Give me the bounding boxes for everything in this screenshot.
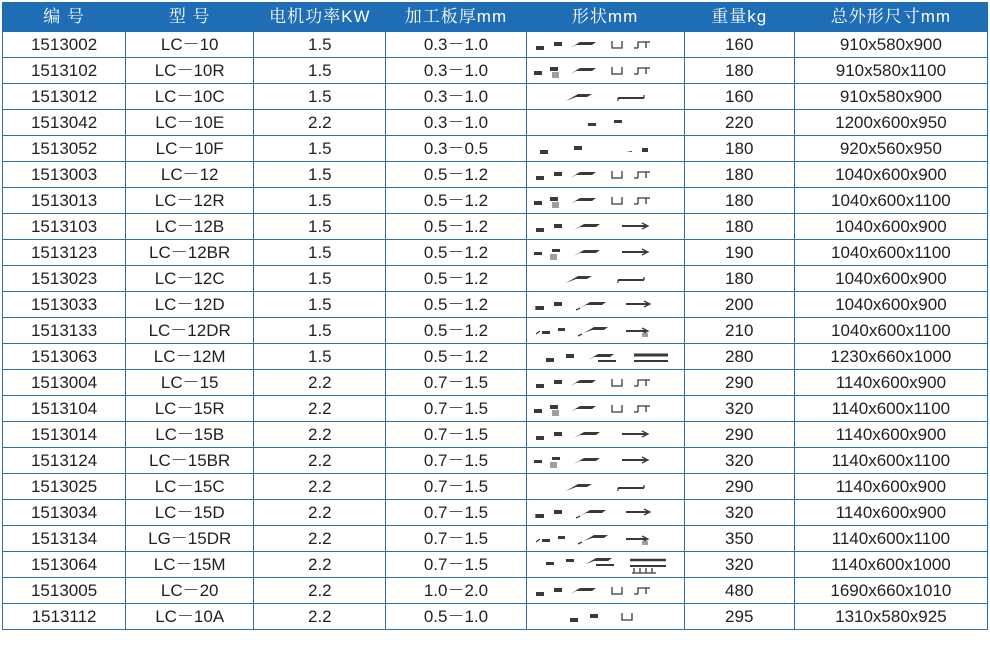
cell-model: LC－15C (126, 474, 254, 500)
cell-power: 2.2 (254, 578, 386, 604)
cell-model: LC－12DR (126, 318, 254, 344)
cell-shape-shape-c (526, 474, 684, 500)
table-row (3, 578, 988, 604)
cell-weight: 190 (684, 240, 794, 266)
cell-code: 1513025 (3, 474, 126, 500)
cell-model: LC－12B (126, 214, 254, 240)
cell-power: 1.5 (254, 266, 386, 292)
table-row (3, 84, 988, 110)
cell-weight: 210 (684, 318, 794, 344)
cell-thickness: 0.5－1.2 (386, 240, 526, 266)
cell-power: 2.2 (254, 448, 386, 474)
cell-thickness: 0.5－1.2 (386, 266, 526, 292)
cell-weight: 290 (684, 474, 794, 500)
cell-code: 1513034 (3, 500, 126, 526)
cell-code: 1513133 (3, 318, 126, 344)
cell-thickness: 0.3－1.0 (386, 110, 526, 136)
cell-thickness: 0.3－1.0 (386, 58, 526, 84)
cell-code: 1513102 (3, 58, 126, 84)
cell-shape-shape-i (526, 526, 684, 552)
cell-dimensions: 1200x600x950 (794, 110, 987, 136)
table-row (3, 58, 988, 84)
cell-model: LG－15DR (126, 526, 254, 552)
cell-code: 1513104 (3, 396, 126, 422)
cell-power: 2.2 (254, 500, 386, 526)
cell-thickness: 0.7－1.5 (386, 474, 526, 500)
cell-dimensions: 1040x600x1100 (794, 240, 987, 266)
cell-dimensions: 1690x660x1010 (794, 578, 987, 604)
cell-power: 2.2 (254, 552, 386, 578)
cell-code: 1513123 (3, 240, 126, 266)
table-row (3, 214, 988, 240)
cell-thickness: 0.5－1.0 (386, 604, 526, 630)
cell-power: 1.5 (254, 32, 386, 58)
cell-power: 1.5 (254, 214, 386, 240)
cell-thickness: 0.7－1.5 (386, 396, 526, 422)
cell-code: 1513134 (3, 526, 126, 552)
cell-dimensions: 1140x600x900 (794, 500, 987, 526)
cell-code: 1513004 (3, 370, 126, 396)
cell-code: 1513012 (3, 84, 126, 110)
cell-shape-shape-k (526, 552, 684, 578)
cell-model: LC－12D (126, 292, 254, 318)
cell-code: 1513052 (3, 136, 126, 162)
cell-model: LC－10E (126, 110, 254, 136)
cell-weight: 320 (684, 396, 794, 422)
cell-code: 1513063 (3, 344, 126, 370)
cell-shape-shape-b (526, 396, 684, 422)
cell-power: 1.5 (254, 136, 386, 162)
cell-thickness: 0.5－1.2 (386, 214, 526, 240)
column-header-shape: 形状mm (526, 3, 684, 32)
cell-weight: 180 (684, 266, 794, 292)
cell-power: 2.2 (254, 370, 386, 396)
cell-shape-shape-c (526, 84, 684, 110)
cell-shape-shape-a (526, 32, 684, 58)
table-header-row (3, 3, 988, 32)
cell-model: LC－20 (126, 578, 254, 604)
cell-model: LC－10F (126, 136, 254, 162)
cell-dimensions: 1310x580x925 (794, 604, 987, 630)
cell-code: 1513013 (3, 188, 126, 214)
cell-weight: 180 (684, 162, 794, 188)
cell-power: 1.5 (254, 162, 386, 188)
cell-power: 2.2 (254, 474, 386, 500)
cell-code: 1513112 (3, 604, 126, 630)
cell-dimensions: 1040x600x900 (794, 162, 987, 188)
cell-thickness: 0.3－0.5 (386, 136, 526, 162)
cell-shape-shape-f (526, 214, 684, 240)
cell-model: LC－10R (126, 58, 254, 84)
column-header-model: 型 号 (126, 3, 254, 32)
cell-thickness: 0.7－1.5 (386, 552, 526, 578)
cell-shape-shape-a (526, 162, 684, 188)
cell-shape-shape-a (526, 370, 684, 396)
cell-thickness: 0.7－1.5 (386, 370, 526, 396)
cell-weight: 220 (684, 110, 794, 136)
cell-model: LC－12BR (126, 240, 254, 266)
cell-thickness: 0.5－1.2 (386, 292, 526, 318)
cell-weight: 320 (684, 448, 794, 474)
cell-code: 1513023 (3, 266, 126, 292)
table-row (3, 162, 988, 188)
cell-model: LC－10 (126, 32, 254, 58)
cell-model: LC－10C (126, 84, 254, 110)
cell-dimensions: 1040x600x900 (794, 292, 987, 318)
cell-code: 1513064 (3, 552, 126, 578)
cell-shape-shape-b (526, 58, 684, 84)
cell-dimensions: 1140x600x1100 (794, 396, 987, 422)
cell-weight: 480 (684, 578, 794, 604)
cell-thickness: 0.7－1.5 (386, 422, 526, 448)
cell-weight: 200 (684, 292, 794, 318)
cell-model: LC－15BR (126, 448, 254, 474)
cell-power: 1.5 (254, 344, 386, 370)
table-row (3, 370, 988, 396)
table-row (3, 552, 988, 578)
cell-weight: 290 (684, 422, 794, 448)
table-row (3, 500, 988, 526)
cell-code: 1513005 (3, 578, 126, 604)
table-row (3, 32, 988, 58)
table-row (3, 318, 988, 344)
cell-weight: 180 (684, 136, 794, 162)
cell-weight: 295 (684, 604, 794, 630)
cell-dimensions: 1140x600x1100 (794, 448, 987, 474)
cell-shape-shape-l (526, 604, 684, 630)
cell-dimensions: 910x580x1100 (794, 58, 987, 84)
cell-power: 2.2 (254, 396, 386, 422)
cell-power: 1.5 (254, 58, 386, 84)
cell-weight: 180 (684, 58, 794, 84)
cell-shape-shape-j (526, 344, 684, 370)
cell-thickness: 0.5－1.2 (386, 162, 526, 188)
cell-shape-shape-c (526, 266, 684, 292)
cell-code: 1513033 (3, 292, 126, 318)
cell-power: 1.5 (254, 188, 386, 214)
cell-model: LC－10A (126, 604, 254, 630)
cell-code: 1513124 (3, 448, 126, 474)
cell-thickness: 0.7－1.5 (386, 526, 526, 552)
cell-dimensions: 1040x600x900 (794, 266, 987, 292)
cell-power: 2.2 (254, 526, 386, 552)
cell-dimensions: 1140x600x900 (794, 474, 987, 500)
column-header-power: 电机功率KW (254, 3, 386, 32)
cell-dimensions: 1040x600x1100 (794, 318, 987, 344)
cell-shape-shape-h (526, 500, 684, 526)
table-row (3, 292, 988, 318)
cell-model: LC－15 (126, 370, 254, 396)
cell-thickness: 1.0－2.0 (386, 578, 526, 604)
cell-weight: 320 (684, 500, 794, 526)
cell-code: 1513003 (3, 162, 126, 188)
cell-model: LC－12R (126, 188, 254, 214)
table-row (3, 266, 988, 292)
cell-dimensions: 910x580x900 (794, 32, 987, 58)
cell-model: LC－15B (126, 422, 254, 448)
column-header-thickness: 加工板厚mm (386, 3, 526, 32)
table-row (3, 240, 988, 266)
column-header-code: 编 号 (3, 3, 126, 32)
cell-code: 1513014 (3, 422, 126, 448)
cell-power: 2.2 (254, 422, 386, 448)
cell-dimensions: 1230x660x1000 (794, 344, 987, 370)
cell-power: 1.5 (254, 240, 386, 266)
column-header-dimensions: 总外形尺寸mm (794, 3, 987, 32)
cell-dimensions: 1140x600x1000 (794, 552, 987, 578)
cell-model: LC－15R (126, 396, 254, 422)
table-row (3, 188, 988, 214)
cell-thickness: 0.5－1.2 (386, 344, 526, 370)
cell-weight: 180 (684, 214, 794, 240)
table-row (3, 396, 988, 422)
table-row (3, 110, 988, 136)
cell-dimensions: 910x580x900 (794, 84, 987, 110)
table-row (3, 136, 988, 162)
cell-model: LC－12 (126, 162, 254, 188)
cell-weight: 320 (684, 552, 794, 578)
cell-shape-shape-g (526, 448, 684, 474)
cell-model: LC－12M (126, 344, 254, 370)
cell-dimensions: 920x560x950 (794, 136, 987, 162)
cell-shape-shape-f (526, 422, 684, 448)
table-row (3, 474, 988, 500)
cell-code: 1513042 (3, 110, 126, 136)
cell-power: 1.5 (254, 84, 386, 110)
cell-model: LC－15M (126, 552, 254, 578)
cell-weight: 180 (684, 188, 794, 214)
cell-power: 2.2 (254, 110, 386, 136)
cell-weight: 280 (684, 344, 794, 370)
cell-dimensions: 1140x600x1100 (794, 526, 987, 552)
cell-shape-shape-h (526, 292, 684, 318)
cell-shape-shape-b (526, 188, 684, 214)
cell-thickness: 0.7－1.5 (386, 448, 526, 474)
table-row (3, 422, 988, 448)
cell-thickness: 0.7－1.5 (386, 500, 526, 526)
cell-dimensions: 1140x600x900 (794, 370, 987, 396)
cell-shape-shape-a (526, 578, 684, 604)
cell-dimensions: 1040x600x900 (794, 214, 987, 240)
column-header-weight: 重量kg (684, 3, 794, 32)
cell-shape-shape-e (526, 136, 684, 162)
cell-code: 1513103 (3, 214, 126, 240)
cell-weight: 160 (684, 84, 794, 110)
cell-model: LC－12C (126, 266, 254, 292)
cell-code: 1513002 (3, 32, 126, 58)
table-row (3, 526, 988, 552)
cell-thickness: 0.5－1.2 (386, 188, 526, 214)
cell-weight: 290 (684, 370, 794, 396)
specification-table (2, 2, 988, 630)
cell-power: 2.2 (254, 604, 386, 630)
cell-power: 1.5 (254, 292, 386, 318)
cell-dimensions: 1140x600x900 (794, 422, 987, 448)
cell-weight: 160 (684, 32, 794, 58)
table-row (3, 344, 988, 370)
cell-thickness: 0.5－1.2 (386, 318, 526, 344)
cell-dimensions: 1040x600x1100 (794, 188, 987, 214)
cell-model: LC－15D (126, 500, 254, 526)
table-row (3, 604, 988, 630)
cell-power: 1.5 (254, 318, 386, 344)
cell-thickness: 0.3－1.0 (386, 84, 526, 110)
cell-weight: 350 (684, 526, 794, 552)
cell-shape-shape-i (526, 318, 684, 344)
cell-shape-shape-g (526, 240, 684, 266)
cell-thickness: 0.3－1.0 (386, 32, 526, 58)
cell-shape-shape-d (526, 110, 684, 136)
table-row (3, 448, 988, 474)
